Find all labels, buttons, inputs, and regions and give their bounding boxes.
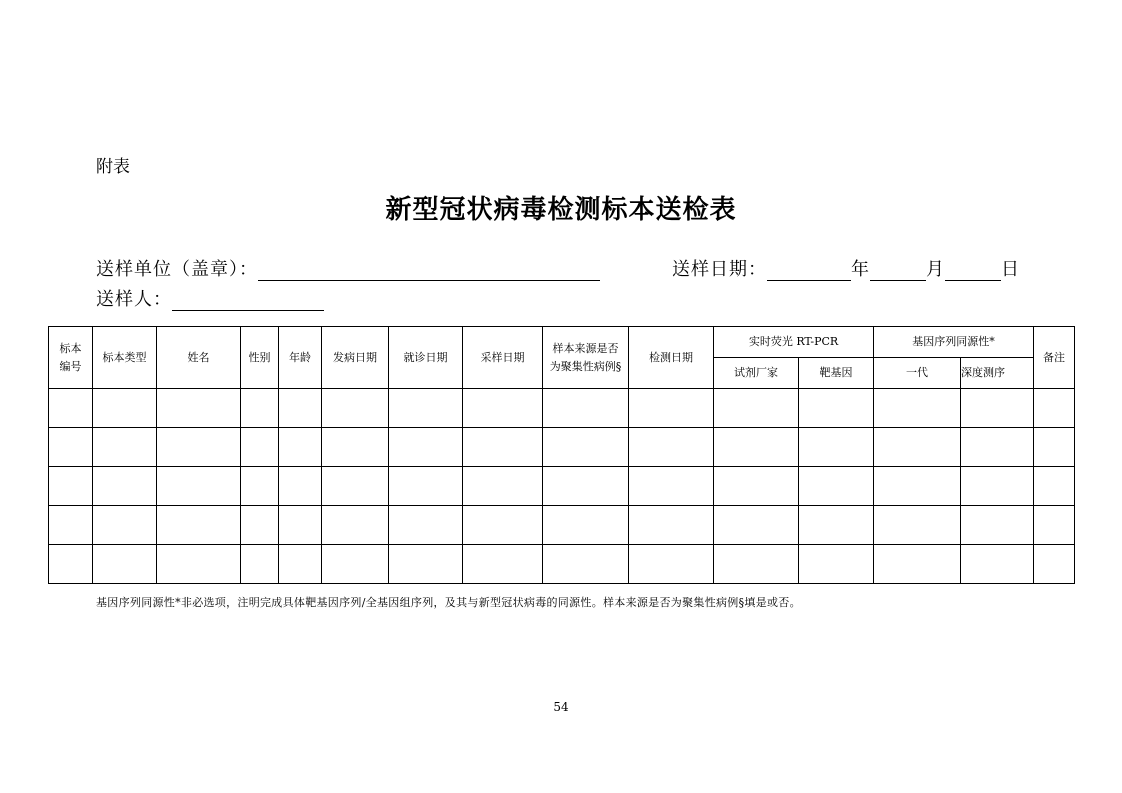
header-test-date: 检测日期	[629, 327, 714, 389]
year-blank[interactable]	[767, 260, 851, 281]
month-blank[interactable]	[870, 260, 926, 281]
table-row	[49, 506, 1075, 545]
page-title: 新型冠状病毒检测标本送检表	[385, 195, 737, 225]
unit-field	[96, 255, 600, 281]
header-sequence-homology: 基因序列同源性*	[874, 327, 1034, 358]
page-number: 54	[553, 700, 569, 714]
date-field	[672, 255, 1020, 281]
date-label: 送样日期：	[672, 259, 767, 280]
header-visit-date: 就诊日期	[389, 327, 463, 389]
header-target-gene: 靶基因	[799, 358, 874, 389]
sender-label: 送样人：	[96, 289, 172, 310]
unit-label: 送样单位（盖章）：	[96, 259, 258, 280]
sender-field	[96, 285, 324, 311]
table-row	[49, 428, 1075, 467]
header-sample-type: 标本类型	[93, 327, 157, 389]
header-sample-no: 标本 编号	[49, 327, 93, 389]
submission-table	[48, 326, 1075, 584]
month-label: 月	[926, 259, 945, 280]
year-label: 年	[851, 259, 870, 280]
footnote: 基因序列同源性*非必选项，注明完成具体靶基因序列/全基因组序列，及其与新型冠状病毒的同源性。样本来源是否为聚集性病例§填是或否。	[96, 596, 801, 609]
header-reagent-maker: 试剂厂家	[714, 358, 799, 389]
sender-blank[interactable]	[172, 290, 324, 311]
header-collect-date: 采样日期	[463, 327, 543, 389]
header-rtpcr: 实时荧光 RT-PCR	[714, 327, 874, 358]
header-cluster-case: 样本来源是否 为聚集性病例§	[543, 327, 629, 389]
table-row	[49, 545, 1075, 584]
unit-blank[interactable]	[258, 260, 600, 281]
appendix-label: 附表	[96, 157, 130, 177]
table-row	[49, 389, 1075, 428]
header-deep-seq: 深度测序	[961, 358, 1034, 389]
header-first-gen: 一代	[874, 358, 961, 389]
header-sex: 性别	[241, 327, 279, 389]
day-label: 日	[1001, 259, 1020, 280]
header-age: 年龄	[279, 327, 322, 389]
table-header-row	[49, 327, 1075, 358]
header-name: 姓名	[157, 327, 241, 389]
header-onset-date: 发病日期	[322, 327, 389, 389]
header-note: 备注	[1034, 327, 1075, 389]
table-row	[49, 467, 1075, 506]
day-blank[interactable]	[945, 260, 1001, 281]
